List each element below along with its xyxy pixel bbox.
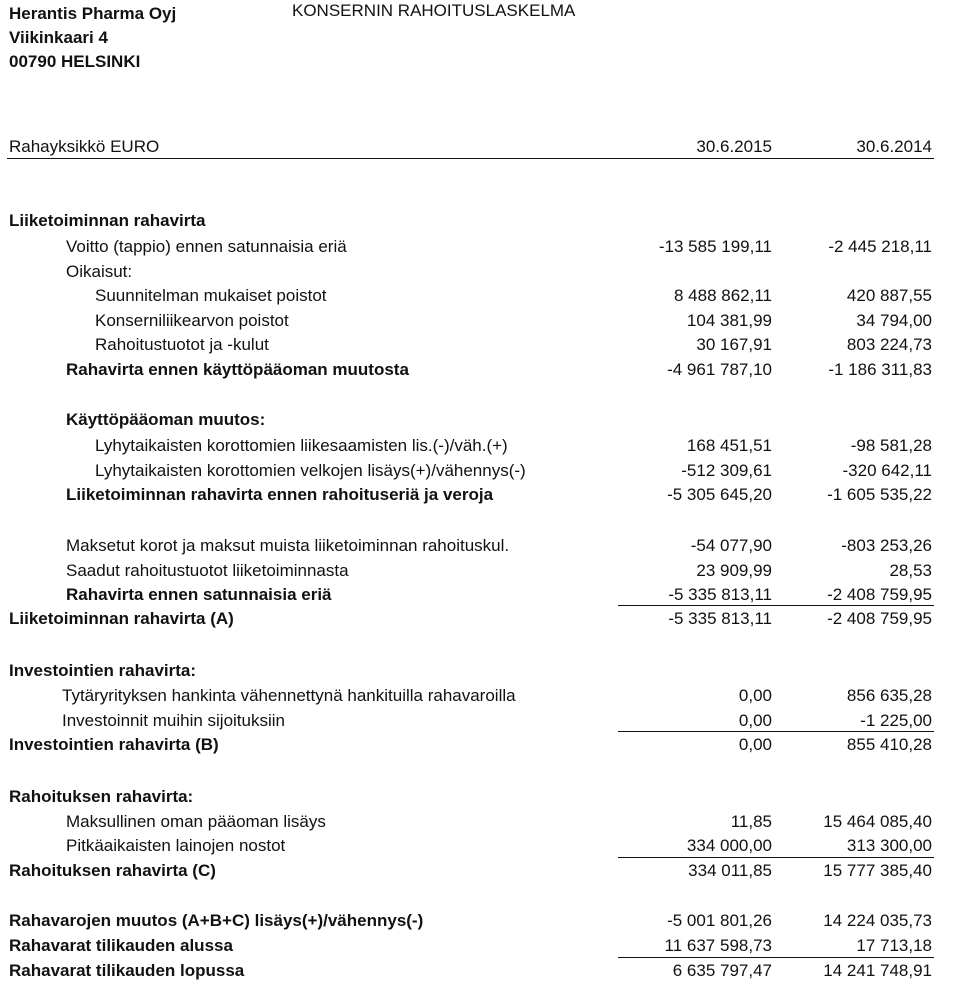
- section-heading-operating: Liiketoiminnan rahavirta: [9, 211, 206, 230]
- subtotal-label: Liiketoiminnan rahavirta ennen rahoituseriä ja veroja: [66, 485, 494, 504]
- total-value-2014: 15 777 385,40: [823, 861, 932, 880]
- total-label-a: Liiketoiminnan rahavirta (A): [9, 609, 234, 628]
- total-value-2015: -5 335 813,11: [668, 609, 772, 628]
- row-value-2015: 334 000,00: [686, 836, 772, 855]
- row-label: Suunnitelman mukaiset poistot: [95, 286, 327, 305]
- total-rule: [618, 605, 934, 606]
- row-label: Maksetut korot ja maksut muista liiketoiminnan rahoituskul.: [66, 536, 510, 555]
- total-label-change: Rahavarojen muutos (A+B+C) lisäys(+)/vähennys(-): [9, 911, 424, 930]
- total-rule: [618, 857, 934, 858]
- total-label-b: Investointien rahavirta (B): [9, 735, 219, 754]
- row-value-2015: 11,85: [730, 812, 772, 831]
- row-value-2015: 23 909,99: [696, 561, 772, 580]
- row-label: Lyhytaikaisten korottomien liikesaamisten lis.(-)/väh.(+): [95, 436, 508, 455]
- subtotal-value-2015: -5 335 813,11: [668, 585, 772, 604]
- row-value-2015: -54 077,90: [690, 536, 772, 555]
- section-heading-investing: Investointien rahavirta:: [9, 661, 197, 680]
- subtotal-label: Rahavirta ennen satunnaisia eriä: [66, 585, 332, 604]
- row-label: Tytäryrityksen hankinta vähennettynä hankituilla rahavaroilla: [62, 686, 516, 705]
- row-value-2015: -512 309,61: [681, 461, 772, 480]
- row-value-2015: 0,00: [738, 711, 772, 730]
- row-value-2014: 803 224,73: [846, 335, 932, 354]
- total-value-2015: 0,00: [738, 735, 772, 754]
- total-value-2014: -2 408 759,95: [827, 609, 932, 628]
- total-value-2014: 14 224 035,73: [823, 911, 932, 930]
- subtotal-value-2014: -2 408 759,95: [827, 585, 932, 604]
- total-label-closing: Rahavarat tilikauden lopussa: [9, 961, 245, 980]
- total-rule: [618, 731, 934, 732]
- row-label: Maksullinen oman pääoman lisäys: [66, 812, 326, 831]
- row-value-2014: 420 887,55: [846, 286, 932, 305]
- row-value-2015: 8 488 862,11: [674, 286, 772, 305]
- total-value-2014: 17 713,18: [856, 936, 932, 955]
- total-value-2015: 11 637 598,73: [664, 936, 772, 955]
- row-value-2014: -98 581,28: [850, 436, 932, 455]
- row-label: Oikaisut:: [66, 262, 133, 281]
- row-value-2014: -803 253,26: [841, 536, 932, 555]
- row-label: Investoinnit muihin sijoituksiin: [62, 711, 285, 730]
- row-label: Voitto (tappio) ennen satunnaisia eriä: [66, 237, 347, 256]
- total-value-2015: 334 011,85: [688, 861, 772, 880]
- subtotal-label: Rahavirta ennen käyttöpääoman muutosta: [66, 360, 409, 379]
- total-value-2014: 14 241 748,91: [823, 961, 932, 980]
- total-rule: [618, 957, 934, 958]
- total-value-2015: -5 001 801,26: [667, 911, 772, 930]
- total-value-2014: 855 410,28: [846, 735, 932, 754]
- header-rule: [7, 158, 934, 159]
- row-value-2014: -2 445 218,11: [828, 237, 932, 256]
- row-value-2014: 28,53: [889, 561, 932, 580]
- total-value-2015: 6 635 797,47: [672, 961, 772, 980]
- row-value-2014: -1 225,00: [860, 711, 932, 730]
- subtotal-value-2015: -5 305 645,20: [667, 485, 772, 504]
- row-value-2015: 30 167,91: [696, 335, 772, 354]
- row-label: Konserniliikearvon poistot: [95, 311, 289, 330]
- row-value-2015: 0,00: [738, 686, 772, 705]
- total-label-opening: Rahavarat tilikauden alussa: [9, 936, 233, 955]
- subtotal-value-2014: -1 186 311,83: [828, 360, 932, 379]
- row-label: Lyhytaikaisten korottomien velkojen lisäys(+)/vähennys(-): [95, 461, 526, 480]
- total-label-c: Rahoituksen rahavirta (C): [9, 861, 216, 880]
- row-value-2014: 313 300,00: [846, 836, 932, 855]
- row-value-2015: 168 451,51: [686, 436, 772, 455]
- column-header-2015: 30.6.2015: [696, 137, 772, 156]
- subtotal-value-2014: -1 605 535,22: [827, 485, 932, 504]
- row-value-2014: 34 794,00: [856, 311, 932, 330]
- subtotal-value-2015: -4 961 787,10: [667, 360, 772, 379]
- section-heading-financing: Rahoituksen rahavirta:: [9, 787, 194, 806]
- row-value-2015: -13 585 199,11: [658, 237, 772, 256]
- row-value-2014: 856 635,28: [846, 686, 932, 705]
- company-street: Viikinkaari 4: [9, 28, 108, 47]
- row-value-2014: -320 642,11: [842, 461, 932, 480]
- subsection-heading: Käyttöpääoman muutos:: [66, 410, 266, 429]
- row-label: Pitkäaikaisten lainojen nostot: [66, 836, 286, 855]
- currency-label: Rahayksikkö EURO: [9, 137, 160, 156]
- row-value-2015: 104 381,99: [686, 311, 772, 330]
- company-postal: 00790 HELSINKI: [9, 52, 141, 71]
- company-name: Herantis Pharma Oyj: [9, 4, 177, 23]
- row-value-2014: 15 464 085,40: [823, 812, 932, 831]
- row-label: Rahoitustuotot ja -kulut: [95, 335, 269, 354]
- report-title: KONSERNIN RAHOITUSLASKELMA: [292, 1, 576, 20]
- row-label: Saadut rahoitustuotot liiketoiminnasta: [66, 561, 349, 580]
- column-header-2014: 30.6.2014: [856, 137, 932, 156]
